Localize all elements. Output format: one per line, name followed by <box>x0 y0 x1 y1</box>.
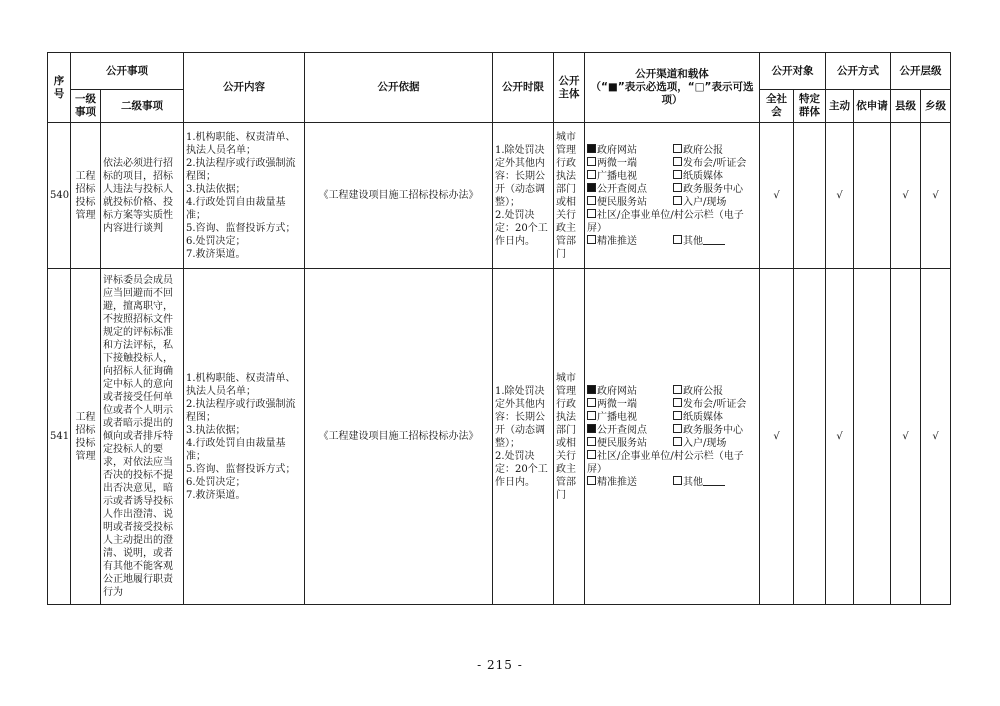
row-channels <box>585 123 760 269</box>
channel-community: 社区/企事业单位/村公示栏（电子屏） <box>587 450 744 475</box>
row-level1: 工程招标投标管理 <box>71 269 101 605</box>
channel-reading-point: 公开查阅点 <box>597 424 647 436</box>
header-level-group: 公开层级 <box>891 53 951 90</box>
checkbox-empty-icon <box>587 398 596 407</box>
header-obj-all: 全社会 <box>760 90 794 123</box>
row-obj-all: √ <box>760 123 794 269</box>
checkbox-empty-icon <box>673 157 682 166</box>
channel-gov-site: 政府网站 <box>597 385 637 397</box>
channel-reading-point: 公开查阅点 <box>597 183 647 195</box>
channel-two-micro: 两微一端 <box>597 157 637 169</box>
row-obj-specific <box>794 123 826 269</box>
channel-press: 发布会/听证会 <box>683 398 747 410</box>
checkbox-checked-icon <box>587 144 596 153</box>
row-obj-specific <box>794 269 826 605</box>
header-subject: 公开主体 <box>554 53 585 123</box>
row-level2: 依法必须进行招标的项目，招标人违法与投标人就投标价格、投标方案等实质性内容进行谈判 <box>101 123 184 269</box>
channel-door: 入户/现场 <box>683 196 727 208</box>
header-time: 公开时限 <box>493 53 554 123</box>
header-object-group: 公开对象 <box>760 53 826 90</box>
checkbox-empty-icon <box>673 144 682 153</box>
channel-door: 入户/现场 <box>683 437 727 449</box>
page-number: - 215 - <box>477 658 523 672</box>
row-time: 1.除处罚决定外其他内容：长期公开（动态调整）； 2.处罚决定：20个工作日内。 <box>493 269 554 605</box>
checkbox-empty-icon <box>587 476 596 485</box>
channel-service-station: 便民服务站 <box>597 437 647 449</box>
header-channel-title: 公开渠道和载体 <box>635 68 709 80</box>
header-seq: 序号 <box>48 53 71 123</box>
channel-two-micro: 两微一端 <box>597 398 637 410</box>
checkbox-empty-icon <box>587 209 596 218</box>
row-channels <box>585 269 760 605</box>
row-level-town: √ <box>921 123 951 269</box>
checkbox-empty-icon <box>673 411 682 420</box>
channel-service-center: 政务服务中心 <box>683 424 743 436</box>
row-subject: 城市管理行政执法部门或相关行政主管部门 <box>554 123 585 269</box>
channel-paper: 纸质媒体 <box>683 170 723 182</box>
row-level-town: √ <box>921 269 951 605</box>
row-method-request <box>854 123 891 269</box>
header-method-request: 依申请 <box>854 90 891 123</box>
checkbox-empty-icon <box>587 450 596 459</box>
header-obj-specific: 特定群体 <box>794 90 826 123</box>
row-level2: 评标委员会成员应当回避而不回避，擅离职守，不按照招标文件规定的评标标准和方法评标，私下接触投标人，向招标人征询确定中标人的意向或者接受任何单位或者个人明示或者暗示提出的倾向或者排斥特定投标人的要求，对依法应当否决的投标不提出否决意见，暗示或者诱导投标人作出澄清、说明或者接受投标人主动提出的澄清、说明，或者有其他不能客观公正地履行职责行为 <box>101 269 184 605</box>
disclosure-table <box>47 52 951 605</box>
checkbox-empty-icon <box>673 196 682 205</box>
checkbox-empty-icon <box>587 157 596 166</box>
channel-gov-gazette: 政府公报 <box>683 385 723 397</box>
channel-precise: 精准推送 <box>597 476 637 488</box>
row-content: 1.机构职能、权责清单、执法人员名单； 2.执法程序或行政强制流程图； 3.执法依据； 4.行政处罚自由裁量基准； 5.咨询、监督投诉方式； 6.处罚决定； 7.救济渠道。 <box>184 269 305 605</box>
fill-blank <box>703 235 725 245</box>
checkbox-empty-icon <box>673 398 682 407</box>
channel-broadcast: 广播电视 <box>597 411 637 423</box>
row-method-active: √ <box>826 123 854 269</box>
header-method-active: 主动 <box>826 90 854 123</box>
header-level-county: 县级 <box>891 90 921 123</box>
header-method-group: 公开方式 <box>826 53 891 90</box>
checkbox-empty-icon <box>587 437 596 446</box>
header-content: 公开内容 <box>184 53 305 123</box>
row-time: 1.除处罚决定外其他内容：长期公开（动态调整）； 2.处罚决定：20个工作日内。 <box>493 123 554 269</box>
table-row <box>48 269 951 605</box>
row-level-county: √ <box>891 269 921 605</box>
channel-other: 其他 <box>683 235 703 247</box>
header-level-town: 乡级 <box>921 90 951 123</box>
header-channel-note: （“■”表示必选项，“□”表示可选项） <box>590 81 754 106</box>
channel-press: 发布会/听证会 <box>683 157 747 169</box>
channel-precise: 精准推送 <box>597 235 637 247</box>
checkbox-checked-icon <box>587 385 596 394</box>
row-seq: 541 <box>48 269 71 605</box>
header-level1: 一级事项 <box>71 90 101 123</box>
row-method-active: √ <box>826 269 854 605</box>
row-content: 1.机构职能、权责清单、执法人员名单； 2.执法程序或行政强制流程图； 3.执法依据； 4.行政处罚自由裁量基准； 5.咨询、监督投诉方式； 6.处罚决定； 7.救济渠道。 <box>184 123 305 269</box>
channel-service-station: 便民服务站 <box>597 196 647 208</box>
channel-paper: 纸质媒体 <box>683 411 723 423</box>
table-row <box>48 123 951 269</box>
channel-other: 其他 <box>683 476 703 488</box>
checkbox-empty-icon <box>673 476 682 485</box>
checkbox-empty-icon <box>587 235 596 244</box>
checkbox-empty-icon <box>673 170 682 179</box>
row-basis: 《工程建设项目施工招标投标办法》 <box>305 123 493 269</box>
channel-gov-site: 政府网站 <box>597 144 637 156</box>
channel-community: 社区/企事业单位/村公示栏（电子屏） <box>587 209 744 234</box>
row-level-county: √ <box>891 123 921 269</box>
checkbox-empty-icon <box>587 196 596 205</box>
channel-gov-gazette: 政府公报 <box>683 144 723 156</box>
checkbox-empty-icon <box>673 183 682 192</box>
header-level2: 二级事项 <box>101 90 184 123</box>
row-basis: 《工程建设项目施工招标投标办法》 <box>305 269 493 605</box>
checkbox-empty-icon <box>587 411 596 420</box>
checkbox-checked-icon <box>587 424 596 433</box>
checkbox-empty-icon <box>673 437 682 446</box>
header-channel <box>585 53 760 123</box>
row-level1: 工程招标投标管理 <box>71 123 101 269</box>
fill-blank <box>703 476 725 486</box>
channel-broadcast: 广播电视 <box>597 170 637 182</box>
row-obj-all: √ <box>760 269 794 605</box>
checkbox-empty-icon <box>673 235 682 244</box>
checkbox-checked-icon <box>587 183 596 192</box>
row-seq: 540 <box>48 123 71 269</box>
header-matter-group: 公开事项 <box>71 53 184 90</box>
checkbox-empty-icon <box>673 424 682 433</box>
channel-service-center: 政务服务中心 <box>683 183 743 195</box>
row-subject: 城市管理行政执法部门或相关行政主管部门 <box>554 269 585 605</box>
row-method-request <box>854 269 891 605</box>
checkbox-empty-icon <box>587 170 596 179</box>
header-basis: 公开依据 <box>305 53 493 123</box>
checkbox-empty-icon <box>673 385 682 394</box>
